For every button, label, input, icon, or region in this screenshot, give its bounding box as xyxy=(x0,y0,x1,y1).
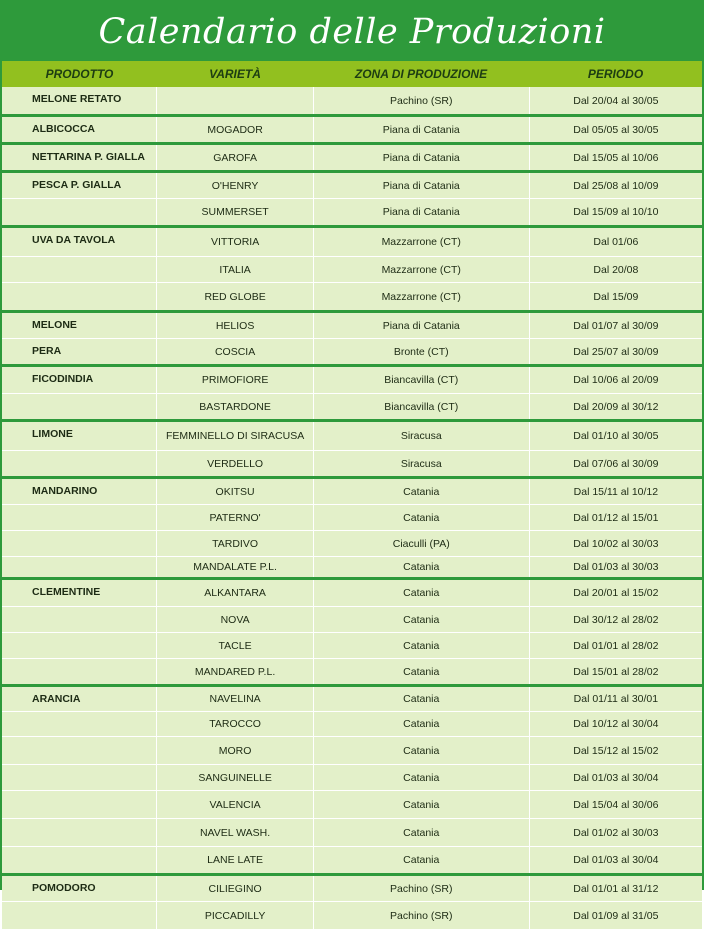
product-cell xyxy=(2,819,156,846)
table-row xyxy=(2,422,702,450)
table-row xyxy=(2,790,702,818)
zone-cell: Biancavilla (CT) xyxy=(313,394,529,419)
product-group xyxy=(2,225,702,310)
table-row xyxy=(2,846,702,873)
period-cell: Dal 10/02 al 30/03 xyxy=(529,531,702,556)
product-cell xyxy=(2,633,156,658)
variety-cell: MANDARED P.L. xyxy=(156,659,312,684)
header-zone: ZONA DI PRODUZIONE xyxy=(354,67,488,81)
zone-cell: Catania xyxy=(313,712,529,736)
zone-cell: Bronte (CT) xyxy=(313,339,529,364)
table-row xyxy=(2,313,702,338)
period-cell: Dal 10/12 al 30/04 xyxy=(529,712,702,736)
variety-cell: RED GLOBE xyxy=(156,283,312,310)
variety-cell: FEMMINELLO DI SIRACUSA xyxy=(156,422,312,450)
zone-cell: Catania xyxy=(313,737,529,764)
table-row xyxy=(2,338,702,364)
product-cell xyxy=(2,659,156,684)
variety-cell: HELIOS xyxy=(156,313,312,338)
table-row xyxy=(2,367,702,393)
zone-cell: Piana di Catania xyxy=(313,313,529,338)
product-cell xyxy=(2,902,156,929)
variety-cell: ITALIA xyxy=(156,257,312,282)
zone-cell: Piana di Catania xyxy=(313,173,529,198)
variety-cell: MANDALATE P.L. xyxy=(156,557,312,577)
period-cell: Dal 01/06 xyxy=(529,228,702,256)
product-cell: FICODINDIA xyxy=(32,373,94,385)
period-cell: Dal 30/12 al 28/02 xyxy=(529,607,702,632)
period-cell: Dal 20/01 al 15/02 xyxy=(529,580,702,606)
zone-cell: Mazzarrone (CT) xyxy=(313,257,529,282)
product-group xyxy=(2,87,702,114)
period-cell: Dal 01/03 al 30/03 xyxy=(529,557,702,577)
table-row xyxy=(2,393,702,419)
table-row xyxy=(2,736,702,764)
product-cell: NETTARINA P. GIALLA xyxy=(32,151,145,163)
period-cell: Dal 01/03 al 30/04 xyxy=(529,765,702,790)
zone-cell: Catania xyxy=(313,479,529,504)
zone-cell: Piana di Catania xyxy=(313,145,529,170)
zone-cell: Catania xyxy=(313,791,529,818)
product-cell: POMODORO xyxy=(32,882,96,894)
variety-cell: COSCIA xyxy=(156,339,312,364)
period-cell: Dal 15/05 al 10/06 xyxy=(529,145,702,170)
table-row xyxy=(2,711,702,736)
product-group xyxy=(2,873,702,929)
variety-cell: O'HENRY xyxy=(156,173,312,198)
period-cell: Dal 15/12 al 15/02 xyxy=(529,737,702,764)
zone-cell: Catania xyxy=(313,607,529,632)
period-cell: Dal 20/04 al 30/05 xyxy=(529,87,702,114)
product-group xyxy=(2,684,702,873)
period-cell: Dal 01/09 al 31/05 xyxy=(529,902,702,929)
variety-cell: PRIMOFIORE xyxy=(156,367,312,393)
table-row xyxy=(2,687,702,711)
variety-cell: ALKANTARA xyxy=(156,580,312,606)
product-cell xyxy=(2,791,156,818)
variety-cell: VERDELLO xyxy=(156,451,312,476)
product-cell xyxy=(2,531,156,556)
table-row xyxy=(2,504,702,530)
table-row xyxy=(2,479,702,504)
table-row xyxy=(2,606,702,632)
period-cell: Dal 01/07 al 30/09 xyxy=(529,313,702,338)
zone-cell: Pachino (SR) xyxy=(313,87,529,114)
header-variety: VARIETÀ xyxy=(209,67,261,81)
product-cell: PERA xyxy=(32,345,62,357)
product-cell: MANDARINO xyxy=(32,485,98,497)
product-cell: MELONE xyxy=(32,319,77,331)
variety-cell: PATERNO' xyxy=(156,505,312,530)
product-group xyxy=(2,310,702,364)
variety-cell: NAVEL WASH. xyxy=(156,819,312,846)
table-row xyxy=(2,556,702,577)
product-cell xyxy=(2,737,156,764)
product-group xyxy=(2,170,702,225)
variety-cell: OKITSU xyxy=(156,479,312,504)
period-cell: Dal 15/04 al 30/06 xyxy=(529,791,702,818)
variety-cell: TARDIVO xyxy=(156,531,312,556)
zone-cell: Ciaculli (PA) xyxy=(313,531,529,556)
zone-cell: Catania xyxy=(313,633,529,658)
period-cell: Dal 01/01 al 31/12 xyxy=(529,876,702,901)
zone-cell: Catania xyxy=(313,659,529,684)
period-cell: Dal 05/05 al 30/05 xyxy=(529,117,702,142)
table-header xyxy=(2,61,702,87)
table-row xyxy=(2,198,702,225)
table-row xyxy=(2,530,702,556)
header-product: PRODOTTO xyxy=(45,67,114,81)
variety-cell: CILIEGINO xyxy=(156,876,312,901)
period-cell: Dal 25/07 al 30/09 xyxy=(529,339,702,364)
period-cell: Dal 15/09 xyxy=(529,283,702,310)
period-cell: Dal 01/11 al 30/01 xyxy=(529,687,702,711)
variety-cell xyxy=(156,87,312,114)
table-row xyxy=(2,173,702,198)
table-row xyxy=(2,580,702,606)
zone-cell: Mazzarrone (CT) xyxy=(313,228,529,256)
zone-cell: Catania xyxy=(313,847,529,873)
table-row xyxy=(2,117,702,142)
table-row xyxy=(2,876,702,901)
period-cell: Dal 01/03 al 30/04 xyxy=(529,847,702,873)
product-cell xyxy=(2,505,156,530)
table-row xyxy=(2,450,702,476)
zone-cell: Catania xyxy=(313,765,529,790)
product-cell xyxy=(2,765,156,790)
zone-cell: Pachino (SR) xyxy=(313,876,529,901)
variety-cell: BASTARDONE xyxy=(156,394,312,419)
zone-cell: Catania xyxy=(313,819,529,846)
product-group xyxy=(2,476,702,577)
variety-cell: GAROFA xyxy=(156,145,312,170)
header-period: PERIODO xyxy=(587,67,644,81)
product-group xyxy=(2,114,702,142)
variety-cell: TAROCCO xyxy=(156,712,312,736)
period-cell: Dal 20/09 al 30/12 xyxy=(529,394,702,419)
period-cell: Dal 01/02 al 30/03 xyxy=(529,819,702,846)
page-title: Calendario delle Produzioni xyxy=(2,2,702,60)
zone-cell: Pachino (SR) xyxy=(313,902,529,929)
zone-cell: Piana di Catania xyxy=(313,117,529,142)
table-row xyxy=(2,228,702,256)
variety-cell: MORO xyxy=(156,737,312,764)
product-cell xyxy=(2,607,156,632)
table-row xyxy=(2,658,702,684)
variety-cell: LANE LATE xyxy=(156,847,312,873)
table-row xyxy=(2,256,702,282)
product-cell: UVA DA TAVOLA xyxy=(32,234,116,246)
table-body xyxy=(2,87,702,929)
variety-cell: NAVELINA xyxy=(156,687,312,711)
period-cell: Dal 01/12 al 15/01 xyxy=(529,505,702,530)
table-row xyxy=(2,282,702,310)
zone-cell: Catania xyxy=(313,505,529,530)
zone-cell: Biancavilla (CT) xyxy=(313,367,529,393)
product-group xyxy=(2,577,702,684)
product-cell xyxy=(2,712,156,736)
period-cell: Dal 15/11 al 10/12 xyxy=(529,479,702,504)
product-group xyxy=(2,419,702,476)
zone-cell: Catania xyxy=(313,687,529,711)
product-cell xyxy=(2,451,156,476)
table-row xyxy=(2,901,702,929)
variety-cell: SUMMERSET xyxy=(156,199,312,225)
table-row xyxy=(2,764,702,790)
product-group xyxy=(2,142,702,170)
product-cell xyxy=(2,257,156,282)
period-cell: Dal 01/10 al 30/05 xyxy=(529,422,702,450)
variety-cell: TACLE xyxy=(156,633,312,658)
period-cell: Dal 01/01 al 28/02 xyxy=(529,633,702,658)
product-cell: ALBICOCCA xyxy=(32,123,95,135)
period-cell: Dal 07/06 al 30/09 xyxy=(529,451,702,476)
product-group xyxy=(2,364,702,419)
product-cell: LIMONE xyxy=(32,428,73,440)
zone-cell: Siracusa xyxy=(313,451,529,476)
variety-cell: VITTORIA xyxy=(156,228,312,256)
zone-cell: Catania xyxy=(313,557,529,577)
table-row xyxy=(2,145,702,170)
period-cell: Dal 20/08 xyxy=(529,257,702,282)
product-cell: PESCA P. GIALLA xyxy=(32,179,122,191)
variety-cell: SANGUINELLE xyxy=(156,765,312,790)
variety-cell: VALENCIA xyxy=(156,791,312,818)
variety-cell: PICCADILLY xyxy=(156,902,312,929)
period-cell: Dal 10/06 al 20/09 xyxy=(529,367,702,393)
zone-cell: Piana di Catania xyxy=(313,199,529,225)
period-cell: Dal 25/08 al 10/09 xyxy=(529,173,702,198)
period-cell: Dal 15/09 al 10/10 xyxy=(529,199,702,225)
product-cell xyxy=(2,847,156,873)
variety-cell: MOGADOR xyxy=(156,117,312,142)
product-cell xyxy=(2,283,156,310)
product-cell xyxy=(2,557,156,577)
product-cell xyxy=(2,394,156,419)
product-cell: ARANCIA xyxy=(32,693,81,705)
table-row xyxy=(2,632,702,658)
product-cell: CLEMENTINE xyxy=(32,586,101,598)
table-row xyxy=(2,818,702,846)
product-cell: MELONE RETATO xyxy=(32,93,122,105)
variety-cell: NOVA xyxy=(156,607,312,632)
zone-cell: Catania xyxy=(313,580,529,606)
table-row xyxy=(2,87,702,114)
zone-cell: Mazzarrone (CT) xyxy=(313,283,529,310)
product-cell xyxy=(2,199,156,225)
period-cell: Dal 15/01 al 28/02 xyxy=(529,659,702,684)
zone-cell: Siracusa xyxy=(313,422,529,450)
